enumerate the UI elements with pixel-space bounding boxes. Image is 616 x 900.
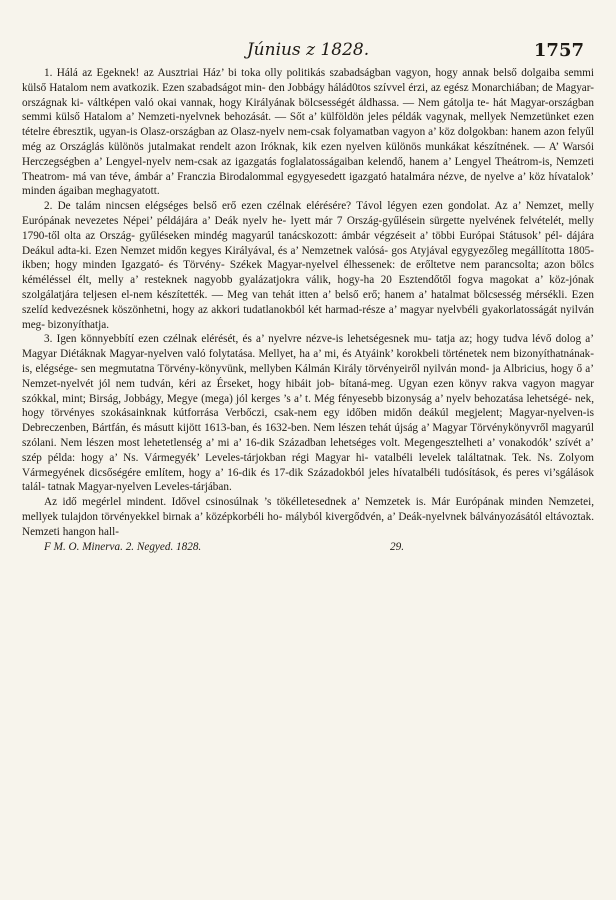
paragraph-4: Az idő megérlel mindent. Idővel csinosúlnak ’s tökélletesednek a’ Nemzetek is. Már Európának minden Nemzetei, mellyek tulajdon törvényekkel birnak a’ középkorbéli ho- mályból kivergődvén, a’ Deák-nyelvnek bálványozásától eltávoztak. Nemzeti hangon hall-: [22, 496, 594, 538]
paragraph-2: 2. De talám nincsen elégséges belső erő ezen czélnak elérésére? Távol légyen ezen gondolat. Az a’ Nemzet, melly Európának nevezetes Népei’ példájára a’ Deák nyelv he- lyett már 7 Ország-gyűlésein sürgette nyelvének felvételét, melly 1790-től olta az Ország- gyűléseken mindég magyarúl tanácskozott: ámbár végzéseit a’ többi Európai Státusok’ pél- dájára Deákul adta-ki. Ezen Nemzet midőn kegyes Királyával, és a’ Nemzetnek valósá- gos Atyjával egygyezőleg megállította 1805-ikben; hogy minden Igazgató- és Törvény- Székek Magyar-nyelvel élhessenek: de erőltetve nem parancsolta; azon bölcs kéméléssel élt, melly a’ resteknek nagyobb gyalázatjokra válik, hogy-ha 20 Esztendőtől fogva magokat a’ köz-jónak szolgálatjára teljesen el-nem készítették. — Meg van tehát itten a’ belső erő; hanem a’ hatalmat bölcsesség mérsékli. Ezen szelíd kedvezésnek köszönhetni, hogy az akkori tudatlanokból két harmad-része a’ magyar nyelvbéli gyakorlatosságát nyilván meg- bizonyíthatja.: [22, 200, 594, 331]
page-header: [22, 26, 594, 66]
running-title: Június z 1828.: [246, 40, 370, 60]
signature-sheet-number: 29.: [390, 540, 404, 553]
page-number: 1757: [533, 40, 584, 61]
paragraph-3: 3. Igen könnyebbítí ezen czélnak elérését, és a’ nyelvre nézve-is lehetségesnek mu- tatja az; hogy tudva lévő dolog a’ Magyar Diétáknak Magyar-nyelven való folytatása. Mellyet, ha a’ mi, és Atyáink’ korokbeli történetek nem bizonyíthatnának-is, elégsége- sen megmutatna Törvény-könyvünk, mellyben Kálmán Király törvényeiről nyilván mond- ja Albricius, hogy ő a’ Nemzet-nyelvét jól nem tudván, kéri az Érseket, hogy hibáit job- bítaná-meg. Ugyan ezen könyv rakva vagyon magyar szókkal, mint; Birság, Jobbágy, Megye (mega) jól kerges ’s a’ t. Még fényesebb bizonyság a’ nyelv behozatása lehetségé- nek, hogy törvényes szokásainknak kútforrása Verbőczi, csak-nem egy időben midőn deákúl megjelent; Magyar-nyelven-is Debreczenben, Bártfán, és másutt kijött 1613-ban, és 1632-ben. Nem lészen tehát újság a’ Magyar Törvénykönyvről magyarúl szólani. Nem lészen most lehetetlenség a’ mi a’ 16-dik Században lehetséges volt. Megengesztelheti a’ vonakodók’ szívét a’ szép példa: hogy a’ Ns. Vármegyék’ Leveles-tárjokban régi Magyar hi- vatalbéli levelek találtatnak. Tek. Ns. Zolyom Vármegyének dicsőségére említem, hogy a’ 16-dik és 17-dik Századokból jeles hívatalbéli tudósítások, és peres vi’sgálások talál- tatnak Magyar-nyelven Leveles-tárjában.: [22, 333, 594, 494]
signature-source: F M. O. Minerva. 2. Negyed. 1828.: [44, 540, 202, 553]
page-body: [22, 66, 594, 540]
footer-signature: [22, 540, 594, 555]
paragraph-1: 1. Hálá az Egeknek! az Ausztriai Ház’ bi toka olly politikás szabadságban vagyon, hogy annak belső dolgaiba semmi külső Hatalom nem avatkozik. Ezen szabadságot min- den Jobbágy hálád0tos szívvel érzi, az egész Monarchiában; de Magyar-országnak ki- váltképen való okai vannak, hogy Királyának bölcsességét áldhassa. — Nem gátolja te- hát Magyar-országban semmi külső Hatalom a’ Nemzeti-nyelvnek behozását. — Sőt a’ külföldön jeles példák vagynak, mellyek Nemzetünket ezen tételre ébresztik, ugyan-is Olasz-országban az Olasz-nyelv nem-csak folyamatban vagyon a’ köz dolgokban: hanem azon felyűl még az Országlás különös jutalmakat rendelt azon Iróknak, kik ezen nyelven különös munkákat készítnének. — A’ Warsói Herczegségben a’ Lengyel-nyelv nem-csak az igazgatás foglalatosságaiban kelendő, hanem a’ Lengyel Theátrom-is, Nemzeti Theatrom- má van téve, ámbár a’ Franczia Birodalommal egygyesedett igazgató hatalmára nézve, de nyelve a’ köz hívatalok’ minden ágaiban meghagyatott.: [22, 67, 594, 198]
